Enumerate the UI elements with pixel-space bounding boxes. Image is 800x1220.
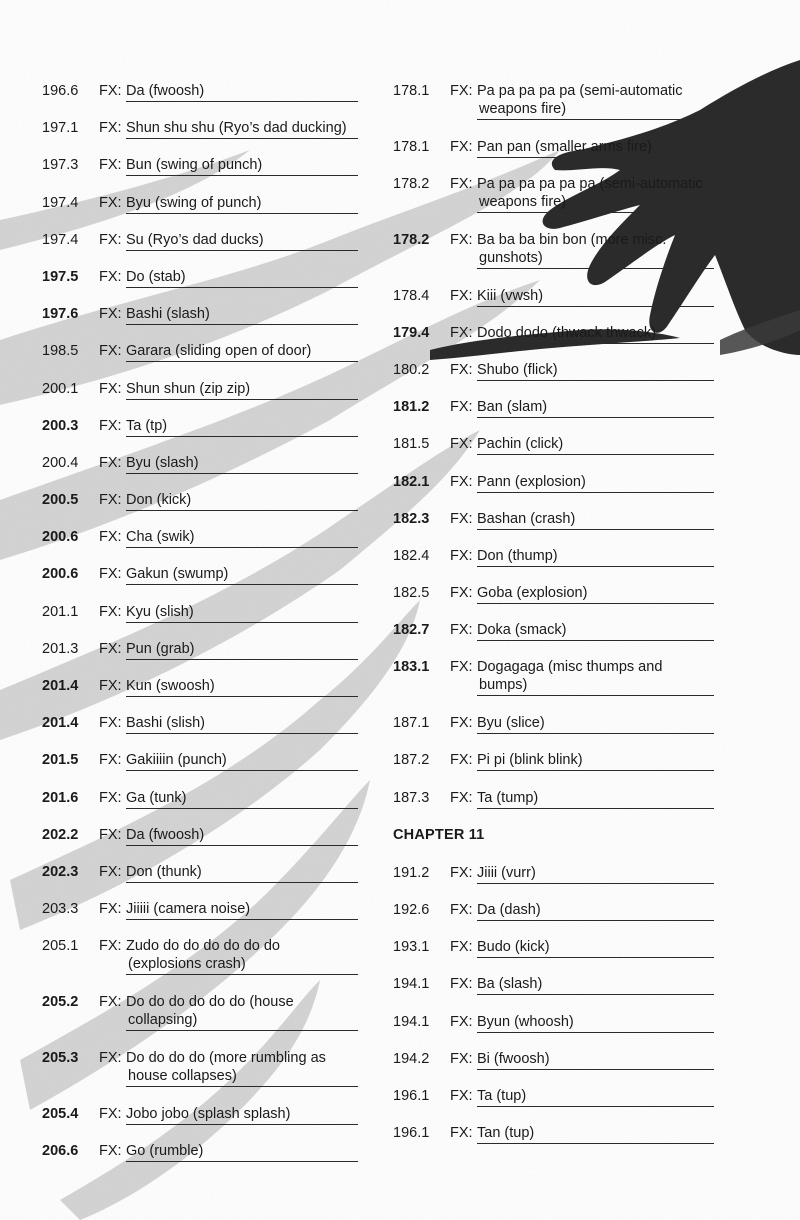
fx-label: FX:: [99, 863, 122, 880]
sound-effect-text: [477, 864, 714, 884]
fx-entry: [393, 751, 718, 788]
sound-effect-line: Do do do do do do (house: [126, 994, 294, 1011]
page-panel-number: 205.4: [42, 1105, 79, 1122]
fx-label: FX:: [99, 194, 122, 211]
fx-label: FX:: [450, 1125, 473, 1142]
page-panel-number: 200.6: [42, 566, 79, 583]
page-panel-number: 197.4: [42, 231, 79, 248]
fx-label: FX:: [99, 306, 122, 323]
fx-entry: [393, 1013, 718, 1050]
page-panel-number: 197.3: [42, 157, 79, 174]
page-panel-number: 205.1: [42, 938, 79, 955]
sound-effect-line-continued: gunshots): [479, 249, 543, 266]
fx-entry: [42, 194, 362, 231]
sound-effect-text: [126, 714, 358, 734]
sound-effect-line: Go (rumble): [126, 1142, 204, 1159]
fx-entry: [393, 324, 718, 361]
fx-entry: [393, 175, 718, 231]
fx-label: FX:: [99, 454, 122, 471]
fx-entry: [393, 82, 718, 138]
sound-effect-text: [126, 82, 358, 102]
fx-entry: [393, 975, 718, 1012]
sound-effect-text: [477, 658, 714, 696]
page-panel-number: 205.3: [42, 1049, 79, 1066]
sound-effect-text: [126, 789, 358, 809]
sound-effect-line: Jobo jobo (splash splash): [126, 1105, 291, 1122]
fx-entry: [393, 658, 718, 714]
page-panel-number: 183.1: [393, 659, 430, 676]
sound-effect-line: Da (fwoosh): [126, 826, 205, 843]
page-panel-number: 196.1: [393, 1087, 430, 1104]
sound-effect-text: [126, 231, 358, 251]
page-panel-number: 187.2: [393, 752, 430, 769]
sound-effect-line: Don (thump): [477, 547, 558, 564]
sound-effect-text: [126, 937, 358, 975]
page-panel-number: 197.4: [42, 194, 79, 211]
fx-label: FX:: [450, 902, 473, 918]
fx-entry: [393, 1087, 718, 1124]
fx-label: FX:: [450, 436, 473, 453]
page-panel-number: 187.1: [393, 715, 430, 732]
sound-effect-text: [477, 138, 714, 158]
sound-effect-text: [477, 1124, 714, 1144]
fx-label: FX:: [99, 752, 122, 769]
page-panel-number: 182.7: [393, 622, 430, 639]
sound-effect-text: [126, 751, 358, 771]
sound-effect-line: Dodo dodo (thwack thwack): [477, 324, 656, 341]
fx-entry: [393, 1124, 718, 1161]
sound-effect-line: Garara (sliding open of door): [126, 343, 312, 360]
fx-entry: [393, 287, 718, 324]
sound-effect-text: [126, 342, 358, 362]
fx-entry: [42, 305, 362, 342]
sound-effect-line: Shubo (flick): [477, 361, 558, 378]
sound-effect-line: Byu (swing of punch): [126, 194, 262, 211]
sound-effect-line: Su (Ryo’s dad ducks): [126, 231, 264, 248]
page-panel-number: 198.5: [42, 343, 79, 360]
sound-effect-line: Pun (grab): [126, 640, 195, 657]
sound-effect-text: [477, 435, 714, 455]
page-panel-number: 196.1: [393, 1125, 430, 1142]
fx-label: FX:: [99, 231, 122, 248]
fx-label: FX:: [99, 417, 122, 434]
fx-label: FX:: [99, 1049, 122, 1066]
fx-label: FX:: [99, 83, 122, 99]
sound-effect-text: [126, 491, 358, 511]
page-panel-number: 200.1: [42, 380, 79, 397]
fx-label: FX:: [450, 231, 473, 248]
fx-label: FX:: [450, 1013, 473, 1030]
fx-entry: [393, 901, 718, 938]
sound-effect-line: Byu (slash): [126, 454, 199, 471]
fx-entry: [393, 361, 718, 398]
fx-entry: [393, 138, 718, 175]
fx-entry: [393, 473, 718, 510]
fx-entry: [393, 584, 718, 621]
sound-effect-line: Jiiiii (camera noise): [126, 901, 251, 918]
page-panel-number: 178.2: [393, 231, 430, 248]
page-panel-number: 203.3: [42, 901, 79, 918]
page-panel-number: 178.1: [393, 83, 430, 99]
fx-entry: [42, 454, 362, 491]
fx-label: FX:: [450, 473, 473, 490]
sound-effect-text: [477, 714, 714, 734]
fx-entry: [42, 565, 362, 602]
sound-effect-line: Goba (explosion): [477, 585, 588, 602]
fx-label: FX:: [450, 547, 473, 564]
page-panel-number: 200.6: [42, 529, 79, 546]
fx-label: FX:: [99, 1142, 122, 1159]
fx-entry: [393, 547, 718, 584]
fx-entry: [42, 937, 362, 993]
sound-effect-text: [126, 826, 358, 846]
fx-entry: [42, 677, 362, 714]
fx-label: FX:: [450, 976, 473, 993]
sound-effect-text: [477, 398, 714, 418]
fx-entry: [42, 640, 362, 677]
sound-effect-line: Pachin (click): [477, 436, 564, 453]
sound-effect-line: Don (kick): [126, 492, 192, 509]
sound-effect-text: [126, 119, 358, 139]
sound-effect-text: [477, 1050, 714, 1070]
sound-effect-line: Bashi (slish): [126, 715, 205, 732]
fx-entry: [42, 826, 362, 863]
sound-effect-text: [126, 528, 358, 548]
fx-label: FX:: [450, 659, 473, 676]
fx-label: FX:: [99, 529, 122, 546]
sound-effect-text: [126, 194, 358, 214]
sound-effect-text: [477, 1013, 714, 1033]
fx-entry: [393, 398, 718, 435]
page-panel-number: 197.6: [42, 306, 79, 323]
page-panel-number: 200.5: [42, 492, 79, 509]
page-panel-number: 178.2: [393, 175, 430, 192]
fx-label: FX:: [450, 361, 473, 378]
sound-effect-text: [477, 1087, 714, 1107]
fx-entry: [42, 714, 362, 751]
sound-effect-line: Pann (explosion): [477, 473, 586, 490]
fx-label: FX:: [450, 789, 473, 806]
fx-entry: [42, 380, 362, 417]
sound-effect-line: Zudo do do do do do do: [126, 938, 280, 955]
chapter-heading: CHAPTER 11: [393, 826, 485, 843]
fx-entry: [42, 900, 362, 937]
fx-label: FX:: [99, 640, 122, 657]
page-panel-number: 182.4: [393, 547, 430, 564]
fx-entry: [42, 1105, 362, 1142]
fx-entry: [42, 993, 362, 1049]
sound-effect-text: [126, 993, 358, 1031]
sound-effect-line: Bun (swing of punch): [126, 157, 263, 174]
fx-label: FX:: [99, 678, 122, 694]
page-panel-number: 196.6: [42, 83, 79, 99]
fx-label: FX:: [450, 83, 473, 99]
sound-effect-text: [477, 901, 714, 921]
page-panel-number: 192.6: [393, 902, 430, 918]
sound-effect-line-continued: (explosions crash): [128, 956, 246, 973]
sound-effect-text: [477, 975, 714, 995]
left-column: [42, 82, 362, 1179]
page-panel-number: 197.5: [42, 268, 79, 285]
fx-label: FX:: [450, 752, 473, 769]
sound-effect-text: [126, 380, 358, 400]
sound-effect-line: Ba ba ba bin bon (more misc.: [477, 231, 667, 248]
sound-effect-line: Jiiii (vurr): [477, 864, 536, 881]
sound-effect-line: Kun (swoosh): [126, 678, 215, 694]
fx-entry: [42, 603, 362, 640]
sound-effect-line: Pan pan (smaller arms fire): [477, 138, 652, 155]
sound-effect-line: Da (dash): [477, 902, 541, 918]
sound-effect-line-continued: collapsing): [128, 1012, 198, 1029]
page-panel-number: 182.3: [393, 510, 430, 527]
fx-entry: [393, 789, 718, 826]
fx-label: FX:: [450, 399, 473, 416]
sound-effect-text: [126, 677, 358, 697]
page-panel-number: 187.3: [393, 789, 430, 806]
fx-label: FX:: [99, 994, 122, 1011]
fx-label: FX:: [99, 157, 122, 174]
sound-effect-text: [477, 324, 714, 344]
page-panel-number: 194.2: [393, 1050, 430, 1067]
fx-entry: [42, 156, 362, 193]
page-panel-number: 202.2: [42, 826, 79, 843]
fx-label: FX:: [99, 492, 122, 509]
sound-effect-text: [126, 900, 358, 920]
sound-effect-text: [477, 584, 714, 604]
fx-label: FX:: [99, 343, 122, 360]
fx-entry: [393, 435, 718, 472]
fx-entry: [42, 231, 362, 268]
sound-effect-text: [477, 621, 714, 641]
fx-label: FX:: [99, 715, 122, 732]
sound-effect-line: Ta (tp): [126, 417, 168, 434]
sound-effect-text: [126, 156, 358, 176]
fx-label: FX:: [99, 268, 122, 285]
sound-effect-line: Bashi (slash): [126, 306, 210, 323]
page-panel-number: 200.4: [42, 454, 79, 471]
page-panel-number: 201.6: [42, 789, 79, 806]
sound-effect-line: Pa pa pa pa pa (semi-automatic: [477, 83, 683, 99]
page-panel-number: 201.4: [42, 678, 79, 694]
fx-label: FX:: [450, 1050, 473, 1067]
fx-entry: [42, 491, 362, 528]
sound-effect-line: Ga (tunk): [126, 789, 187, 806]
page-panel-number: 197.1: [42, 120, 79, 137]
sound-effect-line: Doka (smack): [477, 622, 567, 639]
fx-entry: [393, 510, 718, 547]
sound-effect-text: [126, 454, 358, 474]
fx-entry: [42, 417, 362, 454]
page-panel-number: 206.6: [42, 1142, 79, 1159]
sound-effect-text: [126, 305, 358, 325]
sound-effect-line: Do do do do (more rumbling as: [126, 1049, 326, 1066]
fx-label: FX:: [450, 324, 473, 341]
page-panel-number: 181.2: [393, 399, 430, 416]
fx-label: FX:: [99, 938, 122, 955]
sound-effect-text: [126, 640, 358, 660]
sound-effect-text: [477, 473, 714, 493]
page-panel-number: 201.1: [42, 603, 79, 620]
sound-effect-text: [126, 417, 358, 437]
fx-entry: [42, 863, 362, 900]
page-panel-number: 178.1: [393, 138, 430, 155]
sound-effect-text: [477, 231, 714, 269]
sound-effect-text: [126, 1049, 358, 1087]
sound-effect-line: Dogagaga (misc thumps and: [477, 659, 663, 676]
fx-label: FX:: [450, 138, 473, 155]
sound-effect-line: Ta (tump): [477, 789, 539, 806]
page-panel-number: 182.1: [393, 473, 430, 490]
fx-label: FX:: [450, 864, 473, 881]
sound-effect-line: Pa pa pa pa pa pa (semi-automatic: [477, 175, 703, 192]
sound-effect-line: Do (stab): [126, 268, 186, 285]
page-panel-number: 201.5: [42, 752, 79, 769]
page-panel-number: 191.2: [393, 864, 430, 881]
fx-label: FX:: [99, 380, 122, 397]
sound-effect-text: [477, 751, 714, 771]
fx-label: FX:: [450, 939, 473, 956]
page-panel-number: 182.5: [393, 585, 430, 602]
sound-effect-text: [126, 565, 358, 585]
sound-effect-line-continued: weapons fire): [479, 193, 567, 210]
fx-label: FX:: [99, 1105, 122, 1122]
fx-entry: [42, 268, 362, 305]
sound-effect-line: Budo (kick): [477, 939, 550, 956]
sound-effect-text: [477, 287, 714, 307]
fx-entry: [42, 1049, 362, 1105]
page-panel-number: 201.4: [42, 715, 79, 732]
sound-effect-line: Da (fwoosh): [126, 83, 205, 99]
fx-label: FX:: [450, 287, 473, 304]
page-panel-number: 193.1: [393, 939, 430, 956]
sound-effect-line: Don (thunk): [126, 863, 202, 880]
fx-entry: [42, 751, 362, 788]
fx-label: FX:: [450, 510, 473, 527]
sound-effect-text: [126, 603, 358, 623]
fx-label: FX:: [99, 566, 122, 583]
page-panel-number: 194.1: [393, 976, 430, 993]
sound-effect-text: [126, 268, 358, 288]
fx-entry: [393, 231, 718, 287]
page-panel-number: 194.1: [393, 1013, 430, 1030]
sound-effect-line: Ban (slam): [477, 399, 548, 416]
page-panel-number: 202.3: [42, 863, 79, 880]
page-panel-number: 179.4: [393, 324, 430, 341]
page-panel-number: 205.2: [42, 994, 79, 1011]
sound-effect-text: [126, 1105, 358, 1125]
sound-effect-line: Gakiiiin (punch): [126, 752, 227, 769]
sound-effect-line: Ba (slash): [477, 976, 543, 993]
fx-label: FX:: [99, 603, 122, 620]
fx-entry: [393, 1050, 718, 1087]
sound-effect-line: Kyu (slish): [126, 603, 194, 620]
sound-effect-text: [126, 863, 358, 883]
fx-label: FX:: [450, 1087, 473, 1104]
fx-label: FX:: [450, 622, 473, 639]
fx-entry: [393, 938, 718, 975]
sound-effect-line-continued: bumps): [479, 677, 528, 694]
sound-effect-line: Ta (tup): [477, 1087, 527, 1104]
sound-effect-line-continued: weapons fire): [479, 101, 567, 117]
fx-entry: [393, 864, 718, 901]
right-column: [393, 82, 718, 1161]
sound-effect-line: Bashan (crash): [477, 510, 576, 527]
fx-label: FX:: [450, 175, 473, 192]
sound-effect-text: [477, 789, 714, 809]
sound-effect-line: Shun shun (zip zip): [126, 380, 251, 397]
fx-label: FX:: [99, 120, 122, 137]
sound-effect-text: [477, 547, 714, 567]
sound-effect-text: [477, 510, 714, 530]
sound-effect-line: Cha (swik): [126, 529, 195, 546]
sound-effect-line: Tan (tup): [477, 1125, 535, 1142]
fx-entry: [42, 528, 362, 565]
sound-effect-line: Kiii (vwsh): [477, 287, 544, 304]
page-panel-number: 180.2: [393, 361, 430, 378]
page-panel-number: 201.3: [42, 640, 79, 657]
sound-effect-line: Pi pi (blink blink): [477, 752, 583, 769]
fx-label: FX:: [99, 789, 122, 806]
sound-effect-line-continued: house collapses): [128, 1067, 237, 1084]
fx-entry: [42, 789, 362, 826]
fx-entry: [393, 621, 718, 658]
fx-entry: [42, 119, 362, 156]
fx-entry: [393, 714, 718, 751]
sound-effect-text: [477, 175, 714, 213]
sound-effect-line: Byun (whoosh): [477, 1013, 574, 1030]
page-panel-number: 178.4: [393, 287, 430, 304]
sound-effect-line: Bi (fwoosh): [477, 1050, 550, 1067]
sound-effect-text: [477, 82, 714, 120]
sound-effect-line: Shun shu shu (Ryo’s dad ducking): [126, 120, 347, 137]
page-panel-number: 200.3: [42, 417, 79, 434]
sound-effect-text: [477, 361, 714, 381]
fx-entry: [42, 342, 362, 379]
fx-entry: [42, 1142, 362, 1179]
fx-label: FX:: [450, 715, 473, 732]
sound-effect-line: Gakun (swump): [126, 566, 229, 583]
fx-entry: [42, 82, 362, 119]
sound-effect-text: [126, 1142, 358, 1162]
page-panel-number: 181.5: [393, 436, 430, 453]
fx-label: FX:: [99, 901, 122, 918]
fx-label: FX:: [99, 826, 122, 843]
fx-label: FX:: [450, 585, 473, 602]
sound-effect-text: [477, 938, 714, 958]
sound-effect-line: Byu (slice): [477, 715, 545, 732]
